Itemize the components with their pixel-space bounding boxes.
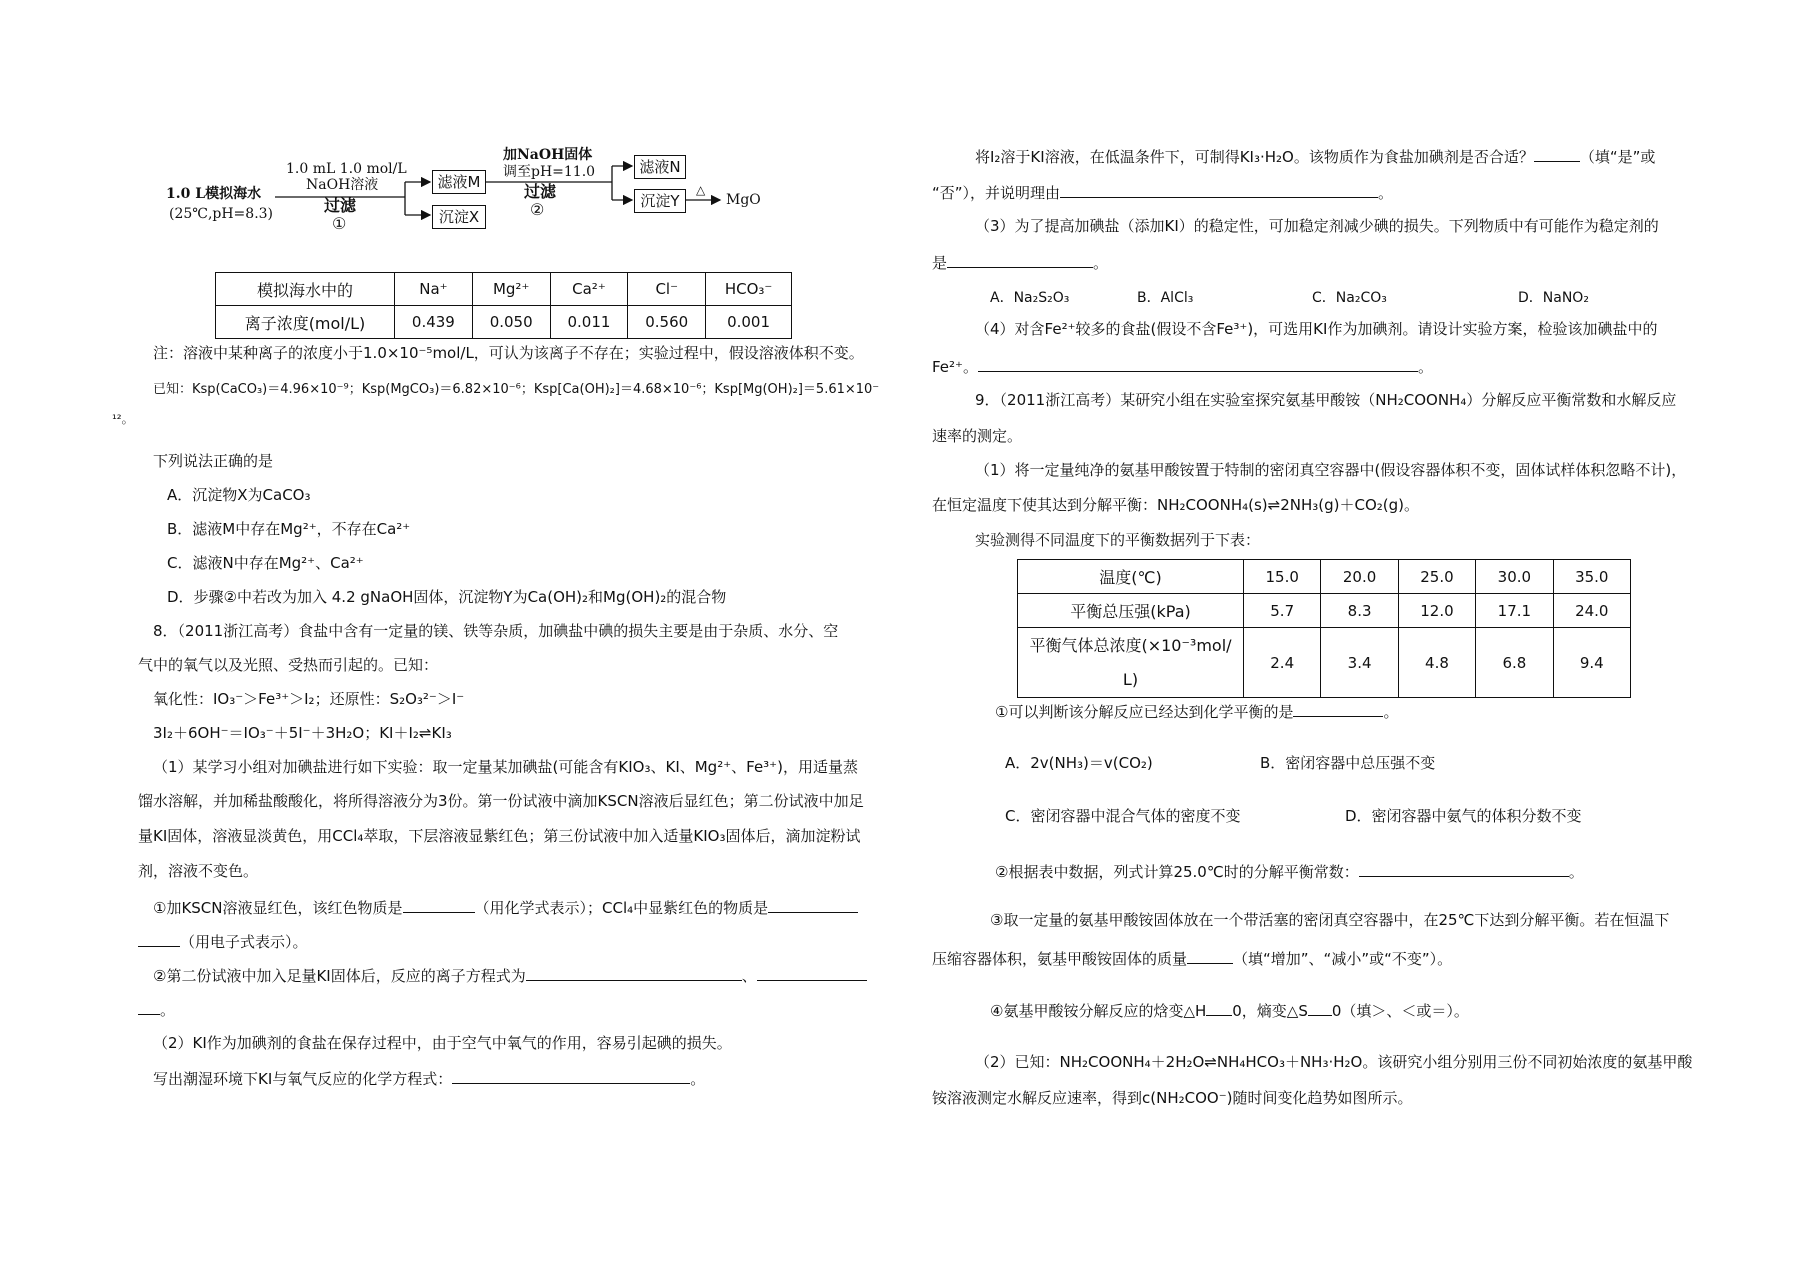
ion-header: Na⁺ (395, 273, 473, 306)
r7-text-a: Fe²⁺。 (932, 358, 978, 376)
answer-blank[interactable] (1534, 145, 1580, 162)
flow-source-line2: (25℃,pH=8.3) (169, 206, 274, 222)
sub2-text-a: ②第二份试液中加入足量KI固体后，反应的离子方程式为 (153, 967, 526, 985)
box-filtrate-m: 滤液M (432, 170, 486, 194)
answer-blank[interactable] (947, 251, 1093, 268)
answer-blank[interactable] (1060, 181, 1378, 198)
s3-text-b: 压缩容器体积，氨基甲酸铵固体的质量 (932, 950, 1188, 968)
r4-text-a: 是 (932, 254, 948, 272)
flow-step2-reagent2: 调至pH=11.0 (503, 164, 596, 180)
answer-blank[interactable] (1206, 999, 1232, 1016)
ksp-line: 已知：Ksp(CaCO₃)＝4.96×10⁻⁹；Ksp(MgCO₃)＝6.82×10⁻⁶；Ksp[Ca(OH)₂]＝4.68×10⁻⁶；Ksp[Mg(OH)₂]＝5.61×10⁻ (153, 382, 880, 397)
eq-table-cell: 17.1 (1476, 594, 1553, 628)
s1-end: 。 (1383, 703, 1399, 721)
r1-text-b: （填“是”或 (1579, 148, 1656, 166)
p2-line2 (153, 1067, 705, 1089)
p2-text-b: 。 (690, 1070, 706, 1088)
equation-line: 3I₂＋6OH⁻＝IO₃⁻＋5I⁻＋3H₂O；KI＋I₂⇌KI₃ (153, 724, 452, 742)
answer-blank[interactable] (1308, 999, 1332, 1016)
r1-line (975, 145, 1655, 167)
r1-text-a: 将I₂溶于KI溶液，在低温条件下，可制得KI₃·H₂O。该物质作为食盐加碘剂是否合适？ (975, 148, 1534, 166)
ion-header: Ca²⁺ (550, 273, 628, 306)
equilibrium-table (1017, 559, 1631, 698)
r5-option-a: A．Na₂S₂O₃ (990, 290, 1070, 306)
eq-table-cell: 5.7 (1244, 594, 1321, 628)
sub1-text-a: ①加KSCN溶液显红色，该红色物质是 (153, 899, 403, 917)
sub1-text-c: （用电子式表示）。 (180, 933, 308, 951)
r2-line (932, 181, 1393, 203)
sub1-line (153, 896, 858, 918)
s2-end: 。 (1568, 863, 1584, 881)
q9-line1: 9．（2011浙江高考）某研究小组在实验室探究氨基甲酸铵（NH₂COONH₄）分解反应平衡常数和水解反应 (975, 391, 1677, 409)
p1-line4: 剂，溶液不变色。 (138, 862, 259, 880)
q9-p1-line3: 实验测得不同温度下的平衡数据列于下表： (975, 531, 1261, 549)
eq-table-cell: 25.0 (1398, 560, 1475, 594)
r6-line: （4）对含Fe²⁺较多的食盐(假设不含Fe³⁺)，可选用KI作为加碘剂。请设计实验方案，检验该加碘盐中的 (975, 320, 1658, 338)
note-text: 注：溶液中某种离子的浓度小于1.0×10⁻⁵mol/L，可认为该离子不存在；实验过程中，假设溶液体积不变。 (153, 344, 864, 362)
s1-line (995, 700, 1398, 722)
box-filtrate-n: 滤液N (634, 155, 686, 179)
answer-blank[interactable] (526, 964, 742, 981)
ion-header: Cl⁻ (628, 273, 706, 306)
s4-text-b: 0，熵变△S (1232, 1002, 1308, 1020)
eq-table-cell: 30.0 (1476, 560, 1553, 594)
answer-blank[interactable] (978, 355, 1418, 372)
s2-text: ②根据表中数据，列式计算25.0℃时的分解平衡常数： (995, 863, 1359, 881)
q9-p1-line2: 在恒定温度下使其达到分解平衡：NH₂COONH₄(s)⇌2NH₃(g)＋CO₂(g)。 (932, 496, 1420, 514)
s4-line (990, 999, 1469, 1021)
oxidation-line: 氧化性：IO₃⁻＞Fe³⁺＞I₂；还原性：S₂O₃²⁻＞I⁻ (153, 690, 465, 708)
flow-heat-symbol: △ (696, 183, 706, 197)
s1-text: ①可以判断该分解反应已经达到化学平衡的是 (995, 703, 1294, 721)
answer-blank[interactable] (757, 964, 867, 981)
s4-text-c: 0（填＞、＜或＝）。 (1331, 1002, 1469, 1020)
eq-table-cell: 20.0 (1321, 560, 1398, 594)
s3-line1: ③取一定量的氨基甲酸铵固体放在一个带活塞的密闭真空容器中，在25℃下达到分解平衡。若在恒温下 (990, 911, 1670, 929)
ion-header: HCO₃⁻ (706, 273, 792, 306)
question-text: 下列说法正确的是 (153, 452, 274, 470)
s1-option-b: B．密闭容器中总压强不变 (1260, 754, 1436, 772)
ion-value: 0.050 (472, 306, 550, 339)
answer-blank[interactable] (138, 998, 160, 1015)
eq-table-cell: 12.0 (1398, 594, 1475, 628)
r2-text-a: “否”），并说明理由 (932, 184, 1061, 202)
eq-table-row-label-line2: L) (1122, 669, 1139, 689)
flow-step2-reagent1: 加NaOH固体 (503, 147, 593, 163)
answer-blank[interactable] (1187, 947, 1233, 964)
p2-text-a: 写出潮湿环境下KI与氧气反应的化学方程式： (153, 1070, 453, 1088)
eq-table-cell: 8.3 (1321, 594, 1398, 628)
r7-text-b: 。 (1417, 358, 1433, 376)
s1-option-c: C．密闭容器中混合气体的密度不变 (1005, 807, 1241, 825)
answer-blank[interactable] (138, 930, 180, 947)
q9-line2: 速率的测定。 (932, 427, 1023, 445)
box-precipitate-x: 沉淀X (432, 205, 486, 229)
eq-table-cell: 3.4 (1321, 628, 1398, 698)
s3-line2 (932, 947, 1452, 969)
p1-line3: 量KI固体，溶液显淡黄色，用CCl₄萃取，下层溶液显紫红色；第三份试液中加入适量KIO₃固体后，滴加淀粉试 (138, 827, 861, 845)
ion-value: 0.001 (706, 306, 792, 339)
option-b: B．滤液M中存在Mg²⁺，不存在Ca²⁺ (167, 520, 411, 538)
sub2-text-b: 、 (741, 967, 757, 985)
ion-value: 0.011 (550, 306, 628, 339)
p1-line1: （1）某学习小组对加碘盐进行如下实验：取一定量某加碘盐(可能含有KIO₃、KI、Mg²⁺、Fe³⁺)，用适量蒸 (153, 758, 858, 776)
ion-value: 0.439 (395, 306, 473, 339)
ion-value: 0.560 (628, 306, 706, 339)
eq-table-cell: 15.0 (1244, 560, 1321, 594)
sub2-line (153, 964, 867, 986)
q9-p1-line1: （1）将一定量纯净的氨基甲酸铵置于特制的密闭真空容器中(假设容器体积不变，固体试样体积忽略不计)， (975, 461, 1687, 479)
ion-table (215, 272, 792, 339)
flow-step2-number: ② (530, 200, 545, 219)
flow-step2-filter: 过滤 (524, 182, 557, 201)
r7-line (932, 355, 1433, 377)
p2-right-line1: （2）已知：NH₂COONH₄＋2H₂O⇌NH₄HCO₃＋NH₃·H₂O。该研究小组分别用三份不同初始浓度的氨基甲酸 (975, 1053, 1693, 1071)
eq-table-row-label (1018, 628, 1244, 698)
q8-line2: 气中的氧气以及光照、受热而引起的。已知： (138, 656, 439, 674)
eq-table-cell: 24.0 (1553, 594, 1630, 628)
p2-right-line2: 铵溶液测定水解反应速率，得到c(NH₂COO⁻)随时间变化趋势如图所示。 (932, 1089, 1413, 1107)
q8-line1: 8．（2011浙江高考）食盐中含有一定量的镁、铁等杂质，加碘盐中碘的损失主要是由于杂质、水分、空 (153, 622, 839, 640)
r2-text-b: 。 (1378, 184, 1394, 202)
s1-option-d: D．密闭容器中氨气的体积分数不变 (1345, 807, 1582, 825)
option-c: C．滤液N中存在Mg²⁺、Ca²⁺ (167, 554, 364, 572)
sub1-line2 (138, 930, 308, 952)
answer-blank[interactable] (403, 896, 475, 913)
p1-line2: 馏水溶解，并加稀盐酸酸化，将所得溶液分为3份。第一份试液中滴加KSCN溶液后显红色；第二份试液中加足 (138, 792, 864, 810)
r5-option-d: D．NaNO₂ (1518, 290, 1589, 306)
answer-blank[interactable] (768, 896, 858, 913)
eq-table-row-label: 温度(℃) (1018, 560, 1244, 594)
flow-product: MgO (726, 192, 761, 208)
answer-blank[interactable] (452, 1067, 690, 1084)
r4-line (932, 251, 1108, 273)
eq-table-row-label-line1: 平衡气体总浓度(×10⁻³mol/ (1029, 635, 1232, 655)
sub1-text-b: （用化学式表示）；CCl₄中显紫红色的物质是 (474, 899, 769, 917)
r5-option-c: C．Na₂CO₃ (1312, 290, 1387, 306)
sub2-text-c: 。 (160, 1001, 176, 1019)
ion-table-label2: 离子浓度(mol/L) (216, 306, 395, 339)
s2-line (995, 860, 1584, 882)
ksp-tail: ¹²。 (112, 412, 134, 426)
flow-step1-reagent2: NaOH溶液 (306, 177, 379, 193)
s3-text-c: （填“增加”、“减小”或“不变”）。 (1233, 950, 1453, 968)
flow-step1-number: ① (332, 214, 347, 233)
r4-text-b: 。 (1093, 254, 1109, 272)
eq-table-cell: 4.8 (1398, 628, 1475, 698)
flow-step1-reagent1: 1.0 mL 1.0 mol/L (286, 161, 407, 177)
eq-table-cell: 35.0 (1553, 560, 1630, 594)
r3-line: （3）为了提高加碘盐（添加KI）的稳定性，可加稳定剂减少碘的损失。下列物质中有可能作为稳定剂的 (975, 217, 1659, 235)
answer-blank[interactable] (1359, 860, 1569, 877)
flow-source-line1: 1.0 L模拟海水 (166, 186, 262, 202)
p2-line1: （2）KI作为加碘剂的食盐在保存过程中，由于空气中氧气的作用，容易引起碘的损失。 (153, 1034, 732, 1052)
eq-table-cell: 6.8 (1476, 628, 1553, 698)
flow-step1-filter: 过滤 (324, 196, 357, 215)
eq-table-cell: 9.4 (1553, 628, 1630, 698)
sub2-line2 (138, 998, 175, 1020)
eq-table-cell: 2.4 (1244, 628, 1321, 698)
s1-option-a: A．2v(NH₃)＝v(CO₂) (1005, 754, 1153, 772)
option-a: A．沉淀物X为CaCO₃ (167, 486, 311, 504)
r5-option-b: B．AlCl₃ (1137, 290, 1194, 306)
option-d: D．步骤②中若改为加入 4.2 gNaOH固体，沉淀物Y为Ca(OH)₂和Mg(OH)₂的混合物 (167, 588, 727, 606)
eq-table-row-label: 平衡总压强(kPa) (1018, 594, 1244, 628)
box-precipitate-y: 沉淀Y (634, 189, 686, 213)
ion-table-label1: 模拟海水中的 (216, 273, 395, 306)
answer-blank[interactable] (1293, 700, 1383, 717)
ion-header: Mg²⁺ (472, 273, 550, 306)
s4-text-a: ④氨基甲酸铵分解反应的焓变△H (990, 1002, 1207, 1020)
